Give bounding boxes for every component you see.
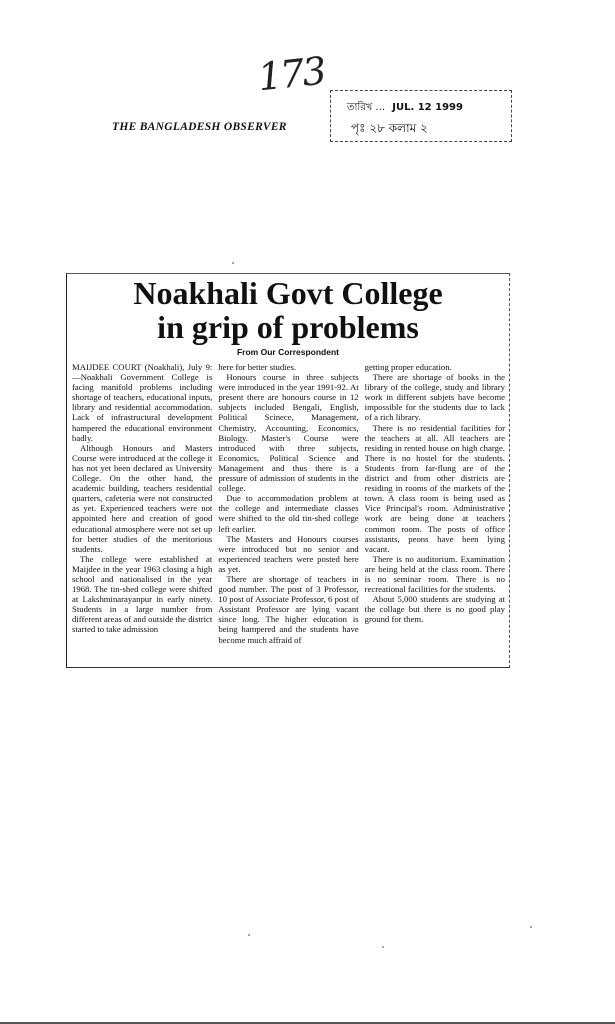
speck: [248, 934, 250, 936]
article-column-1: [72, 362, 212, 665]
article-column-2: [218, 362, 358, 665]
paragraph: Although Honours and Masters Course were introduced at the college it has not yet been declared as University College. On the other hand, the academic building, teachers residential quarters, cafeteria were not constructed as yet. Experienced teachers were not appointed here and creation of good educational atmosphere were not set up for better studies of the meritorious students.: [72, 442, 213, 554]
article-column-3: [365, 362, 505, 665]
paragraph: Honours course in three subjects were introduced in the year 1991-92. At present there are honours course in 12 subjects included Bengali, English, Political Scinece, Management, Chemistry, Accounting, Economics, Biology. Master's Course were introduced with three subjects, Economics, Political Science and Management and thus there is a pressure of admission of students in the college.: [218, 372, 359, 494]
stamp-row-date: [347, 100, 463, 117]
paragraph: There are shortage of teachers in good number. The post of 3 Professor, 10 post of Associate Professor, 6 post of Assistant Professor are lying vacant since long. The higher education is being hampered and the students have become much affraid of: [218, 573, 359, 645]
paragraph: The college were established at Maijdee in the year 1963 closing a high school and nationalised in the year 1968. The tin-shed college were shifted at Lakshminarayanpur in early ninety. Students in a large number from different areas of and outside the district started to take admission: [72, 553, 213, 635]
paragraph: There is no auditorium. Examination are being held at the class room. There is no seminar room. There is no recreational facilities for the students.: [364, 553, 505, 595]
paragraph: There is no residential facilities for the teachers at all. All teachers are residing in rented house on high charge. There is no hostel for the students. Students from far-flung are of the district and from other districts are residing in rooms of the markets of the town. A class room is being used as Vice Principal's room. Administrative work are being done at teachers common room. The posts of office assistants, peons have been lying vacant.: [364, 422, 505, 554]
article-headline: [67, 276, 509, 344]
paragraph: getting proper education.: [364, 362, 452, 372]
speck: [530, 926, 532, 928]
paragraph: Due to accommodation problem at the college and intermediate classes were shifted to the old tin-shed college left earlier.: [218, 493, 359, 534]
paragraph: There are shortage of books in the library of the college, study and library work in different subjets have become impossible for the students due to lack of a rich library.: [364, 372, 505, 423]
headline-line-1: Noakhali Govt College: [133, 275, 443, 311]
article-columns: [72, 362, 505, 665]
handwritten-page-number: 173: [255, 48, 327, 100]
stamp-date: JUL. 12 1999: [392, 102, 463, 113]
paragraph: here for better studies.: [218, 362, 297, 372]
speck: [232, 262, 234, 264]
stamp-date-label: তারিখ ...: [347, 102, 386, 113]
newspaper-clipping: [66, 273, 510, 668]
headline-line-2: in grip of problems: [157, 309, 419, 345]
paragraph: About 5,000 students are studying at the collage but there is no good play ground for them.: [364, 594, 505, 625]
paragraph: MAIJDEE COURT (Noakhali), July 9:—Noakhali Government College is facing manifold problems including shortage of teachers, educational inputs, library and residential accommodation. Lack of infrastructural development hampered the educational environment badly.: [72, 362, 213, 443]
newspaper-name: THE BANGLADESH OBSERVER: [112, 121, 287, 133]
article-byline: From Our Correspondent: [236, 347, 339, 357]
speck: [382, 946, 384, 948]
date-stamp: [330, 90, 512, 142]
stamp-page-column: পৃঃ ২৮ কলাম ২: [351, 121, 428, 135]
paragraph: The Masters and Honours courses were introduced but no senior and experienced teachers were posted here as yet.: [218, 533, 359, 574]
